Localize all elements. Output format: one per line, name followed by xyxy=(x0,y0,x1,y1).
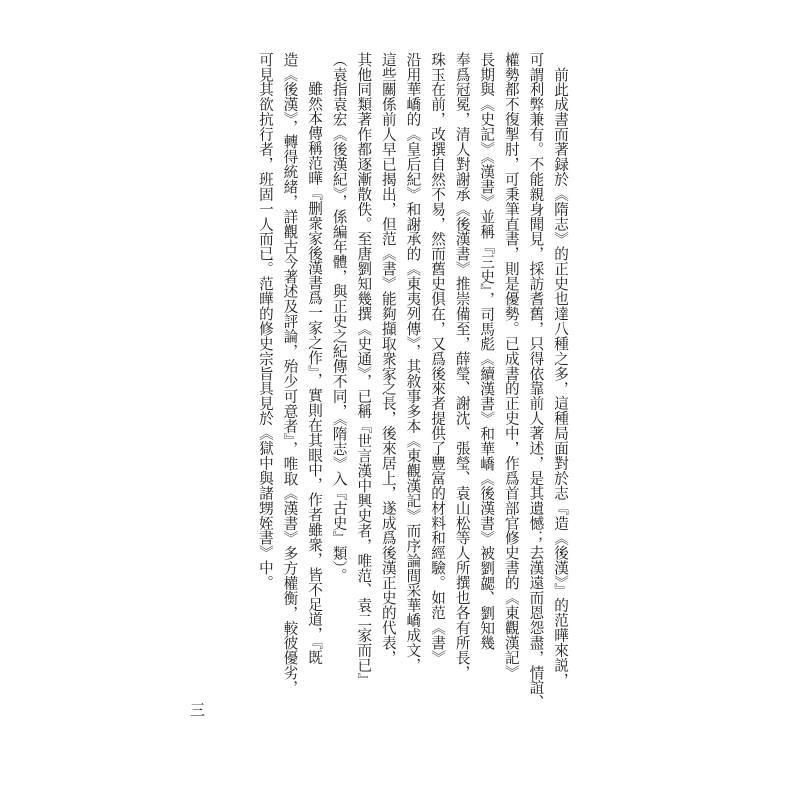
text-column-8: 這些關係前人早已揭出，但范《書》能夠擷取衆家之長，後來居上，遂成爲後漢正史的代表， xyxy=(379,52,397,665)
text-column-11: 雖然本傳稱范曄『删衆家後漢書爲一家之作』，實則在其眼中，作者雖衆，皆不足道，『既 xyxy=(306,81,324,665)
text-column-7: 沿用華嶠的《皇后紀》和謝承的《東夷列傳》，其敘事多本《東觀漢記》而序論間采華嶠成文， xyxy=(404,52,422,673)
page-number: 三 xyxy=(188,702,206,718)
text-column-2: 可謂利弊兼有。不能親身聞見，採訪耆舊，只得依靠前人著述，是其遺憾；去漢遠而恩怨盡，情誼、 xyxy=(527,52,545,710)
text-column-10: （袁指袁宏《後漢紀》，係編年體，與正史之紀傳不同，《隋志》入『古史』類）。 xyxy=(330,52,348,584)
text-column-9: 其他同類著作都逐漸散佚。至唐劉知幾撰《史通》，已稱『世言漢中興史者，唯范、袁二家而已』 xyxy=(355,52,373,688)
text-column-3: 權勢都不復掣肘，可秉筆直書，則是優勢。已成書的正史中，作爲首部官修史書的《東觀漢記》 xyxy=(502,52,520,680)
text-column-13: 可見其欲抗行者，班固一人而已。范曄的修史宗旨具見於《獄中與諸甥姪書》中。 xyxy=(256,52,274,591)
body-text xyxy=(252,52,572,772)
text-column-5: 奉爲冠冕，清人對謝承《後漢書》推崇備至，薛瑩、謝沈、張瑩、袁山松等人所撰也各有所長， xyxy=(453,52,471,680)
text-column-1: 前此成書而著録於《隋志》的正史也達八種之多，這種局面對於志『造《後漢》』的范曄來説， xyxy=(552,66,569,688)
text-column-4: 長期與《史記》《漢書》並稱『三史』，司馬彪《續漢書》和華嶠《後漢書》被劉勰、劉知幾 xyxy=(478,52,496,651)
text-column-6: 珠玉在前，改撰自然不易，然而舊史俱在，又爲後來者提供了豐富的材料和經驗。如范《書》 xyxy=(429,52,447,665)
text-column-12: 造《後漢》，轉得統緒，詳觀古今著述及評論，殆少可意者』，唯取《漢書》多方權衡，較彼優劣， xyxy=(281,52,299,696)
